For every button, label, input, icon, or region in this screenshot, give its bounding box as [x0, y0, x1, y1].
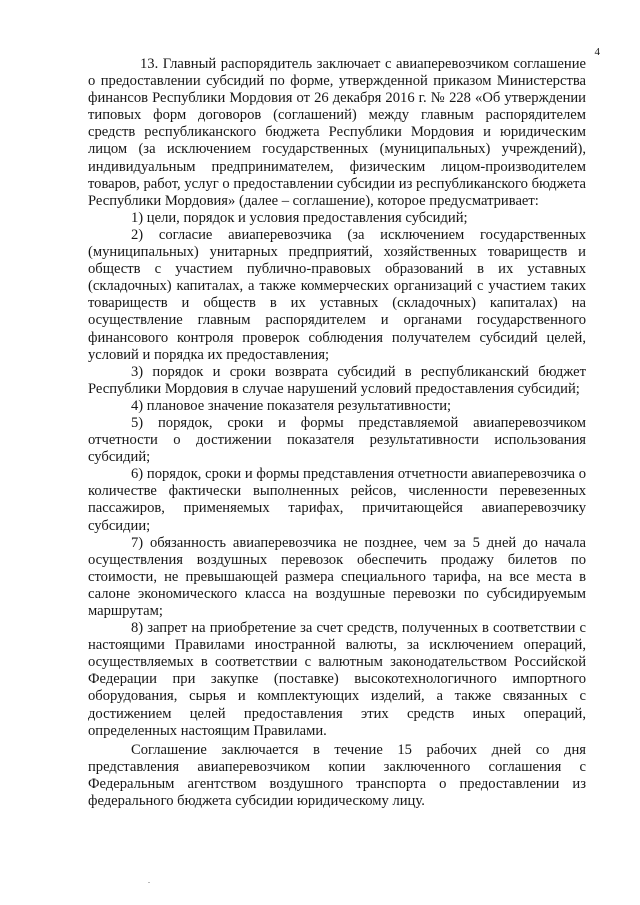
list-item-6: 6) порядок, сроки и формы представления отчетности авиаперевозчика о количестве фактически выполненных рейсов, численности перевезенных пассажиров, применяемых тарифах, причитающейся авиаперевозчику субсидии; [88, 466, 586, 534]
document-body [88, 56, 586, 810]
list-item-1: 1) цели, порядок и условия предоставления субсидий; [131, 209, 468, 226]
scan-artifact-mark [148, 882, 150, 883]
paragraph-section-13: 13. Главный распорядитель заключает с авиаперевозчиком соглашение о предоставлении субсидий по форме, утвержденной приказом Министерства финансов Республики Мордовия от 26 декабря 2016 г. № 228 «Об утверждении типовых форм договоров (соглашений) между главным распорядителем средств республиканского бюджета Республики Мордовия и юридическим лицом (за исключением государственных (муниципальных) учреждений), индивидуальным предпринимателем, физическим лицом-производителем товаров, работ, услуг о предоставлении субсидии из республиканского бюджета Республики Мордовия» (далее – соглашение), которое предусматривает: [88, 56, 586, 209]
agreement-deadline-paragraph: Соглашение заключается в течение 15 рабочих дней со дня представления авиаперевозчиком копии заключенного соглашения с Федеральным агентством воздушного транспорта о предоставлении из федерального бюджета субсидии юридическому лицу. [88, 741, 586, 810]
list-item-7: 7) обязанность авиаперевозчика не позднее, чем за 5 дней до начала осуществления воздушных перевозок обеспечить продажу билетов по стоимости, не превышающей размера специального тарифа, на все места в салоне экономического класса на воздушные перевозки по субсидируемым маршрутам; [88, 534, 586, 619]
page-number: 4 [594, 46, 600, 58]
list-item-5: 5) порядок, сроки и формы представляемой авиаперевозчиком отчетности о достижении показателя результативности использования субсидий; [88, 414, 586, 466]
list-item-2: 2) согласие авиаперевозчика (за исключением государственных (муниципальных) унитарных предприятий, хозяйственных товариществ и обществ с участием публично-правовых образований в их уставных (складочных) капиталах, а также коммерческих организаций с участием таких товариществ и обществ в их уставных (складочных) капиталах) на осуществление главным распорядителем и органами государственного финансового контроля проверок соблюдения получателем субсидий целей, условий и порядка их предоставления; [88, 226, 586, 363]
list-item-8: 8) запрет на приобретение за счет средств, полученных в соответствии с настоящими Правилами иностранной валюты, за исключением операций, осуществляемых в соответствии с валютным законодательством Российской Федерации при закупке (поставке) высокотехнологичного импортного оборудования, сырья и комплектующих изделий, а также связанных с достижением целей предоставления этих средств иных операций, определенных настоящим Правилами. [88, 620, 586, 739]
list-item-4: 4) плановое значение показателя результативности; [131, 397, 452, 414]
list-item-3: 3) порядок и сроки возврата субсидий в республиканский бюджет Республики Мордовия в случае нарушений условий предоставления субсидий; [88, 363, 586, 397]
